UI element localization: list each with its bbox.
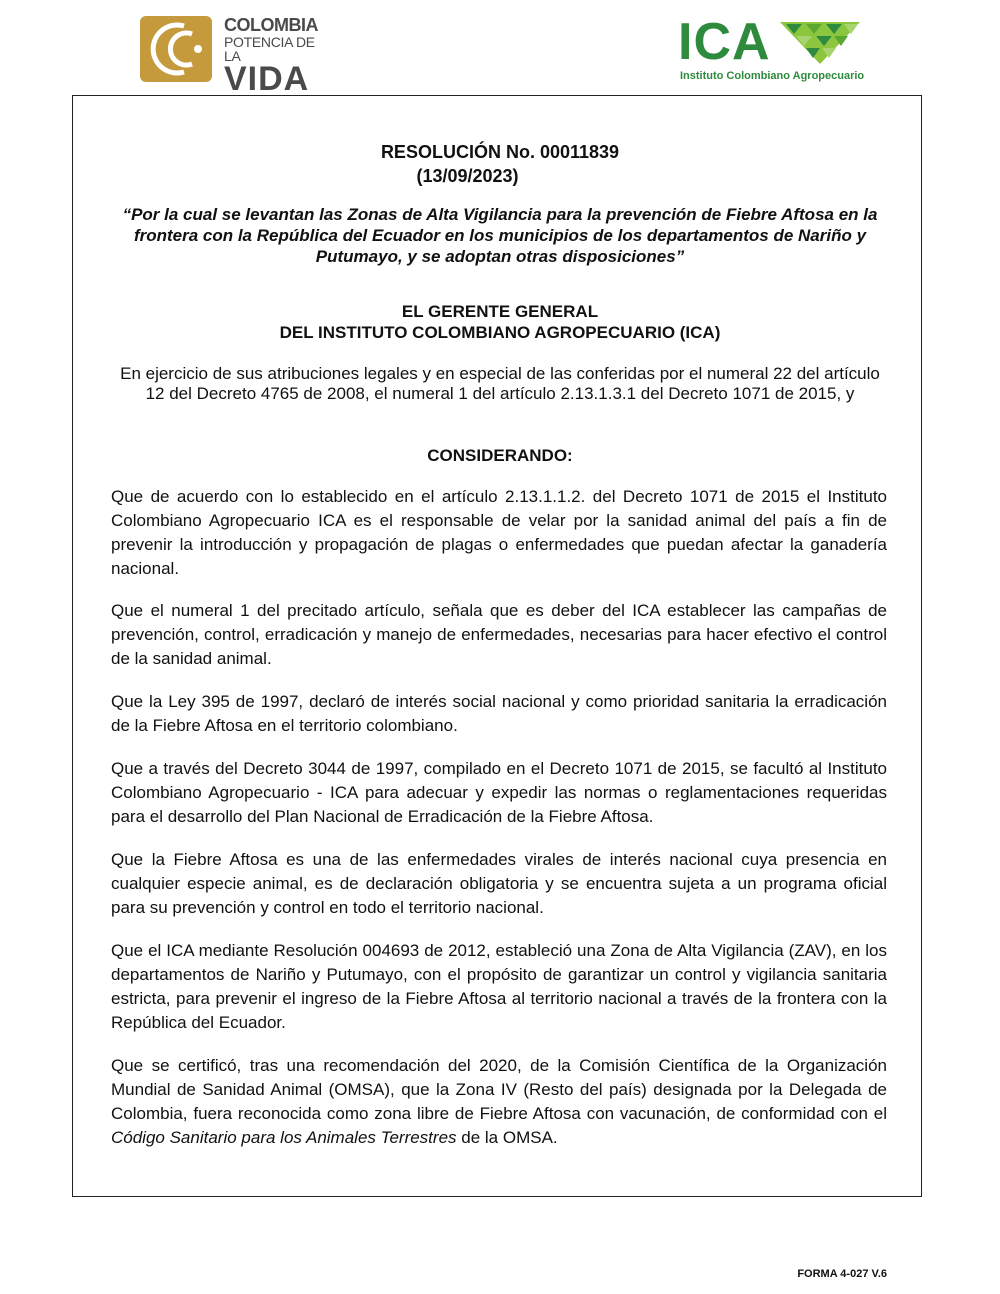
colombia-logo-line1: COLOMBIA [224, 15, 318, 35]
considerando-heading: CONSIDERANDO: [427, 446, 573, 465]
colombia-logo-line3: VIDA [224, 60, 310, 98]
considerando-paragraph: Que el ICA mediante Resolución 004693 de 2012, estableció una Zona de Alta Vigilancia (ZAV), en los departamentos de Nariño y Putumayo, con el propósito de garantizar un control y vigilancia sanitaria estricta, para prevenir el ingreso de la Fiebre Aftosa al territorio nacional a través de la frontera con la República del Ecuador. [111, 941, 887, 1032]
code-reference-italic: Código Sanitario para los Animales Terrestres [111, 1128, 457, 1147]
resolution-title: RESOLUCIÓN No. 00011839 [380, 142, 620, 162]
form-code: FORMA 4-027 V.6 [797, 1268, 887, 1280]
authority-line1: EL GERENTE GENERAL [401, 302, 599, 321]
colombia-potencia-de-la-vida-logo [140, 14, 330, 98]
considerando-paragraph-last [111, 1054, 887, 1150]
colombia-logo-mark-icon [140, 16, 212, 82]
considerando-paragraph: Que la Fiebre Aftosa es una de las enfermedades virales de interés nacional cuya presencia en cualquier especie animal, es de declaración obligatoria y se encuentra sujeta a un programa oficial para su prevención y control en todo el territorio nacional. [111, 850, 887, 917]
ica-logo-mark-icon [780, 18, 862, 66]
resolution-date: (13/09/2023) [416, 166, 519, 186]
ica-logo [678, 14, 868, 86]
considerando-paragraph: Que de acuerdo con lo establecido en el artículo 2.13.1.1.2. del Decreto 1071 de 2015 el Instituto Colombiano Agropecuario ICA es el responsable de velar por la sanidad animal del país a fin de prevenir la introducción y propagación de plagas o enfermedades que puedan afectar la ganadería nacional. [111, 487, 887, 578]
resolution-subject: “Por la cual se levantan las Zonas de Alta Vigilancia para la prevención de Fiebre Aftosa en la frontera con la República del Ecuador en los municipios de los departamentos de Nariño y Putumayo, y se adoptan otras disposiciones” [122, 205, 878, 266]
colombia-logo-text [224, 14, 330, 96]
ica-logo-word: ICA [678, 13, 771, 71]
last-paragraph-tail: de la OMSA. [456, 1128, 558, 1147]
considerando-paragraph: Que la Ley 395 de 1997, declaró de interés social nacional y como prioridad sanitaria la erradicación de la Fiebre Aftosa en el territorio colombiano. [111, 692, 887, 735]
last-paragraph-text: Que se certificó, tras una recomendación del 2020, de la Comisión Científica de la Organización Mundial de Sanidad Animal (OMSA), que la Zona IV (Resto del país) designada por la Delegada de Colombia, fuera reconocida como zona libre de Fiebre Aftosa con vacunación, de conformidad con el [111, 1056, 887, 1123]
considerando-paragraph: Que el numeral 1 del precitado artículo, señala que es deber del ICA establecer las campañas de prevención, control, erradicación y manejo de enfermedades, necesarias para hacer efectivo el control de la sanidad animal. [111, 601, 887, 668]
ica-logo-subtitle: Instituto Colombiano Agropecuario [680, 70, 865, 82]
colombia-logo-line2: POTENCIA DE LA [224, 34, 315, 64]
intro-paragraph: En ejercicio de sus atribuciones legales y en especial de las conferidas por el numeral 22 del artículo 12 del Decreto 4765 de 2008, el numeral 1 del artículo 2.13.1.3.1 del Decreto 1071 de 2015, y [120, 364, 880, 403]
considerando-paragraph: Que a través del Decreto 3044 de 1997, compilado en el Decreto 1071 de 2015, se facultó al Instituto Colombiano Agropecuario - ICA para adecuar y expedir las normas o reglamentaciones requeridas para el desarrollo del Plan Nacional de Erradicación de la Fiebre Aftosa. [111, 759, 887, 826]
authority-line2: DEL INSTITUTO COLOMBIANO AGROPECUARIO (ICA) [279, 323, 721, 342]
